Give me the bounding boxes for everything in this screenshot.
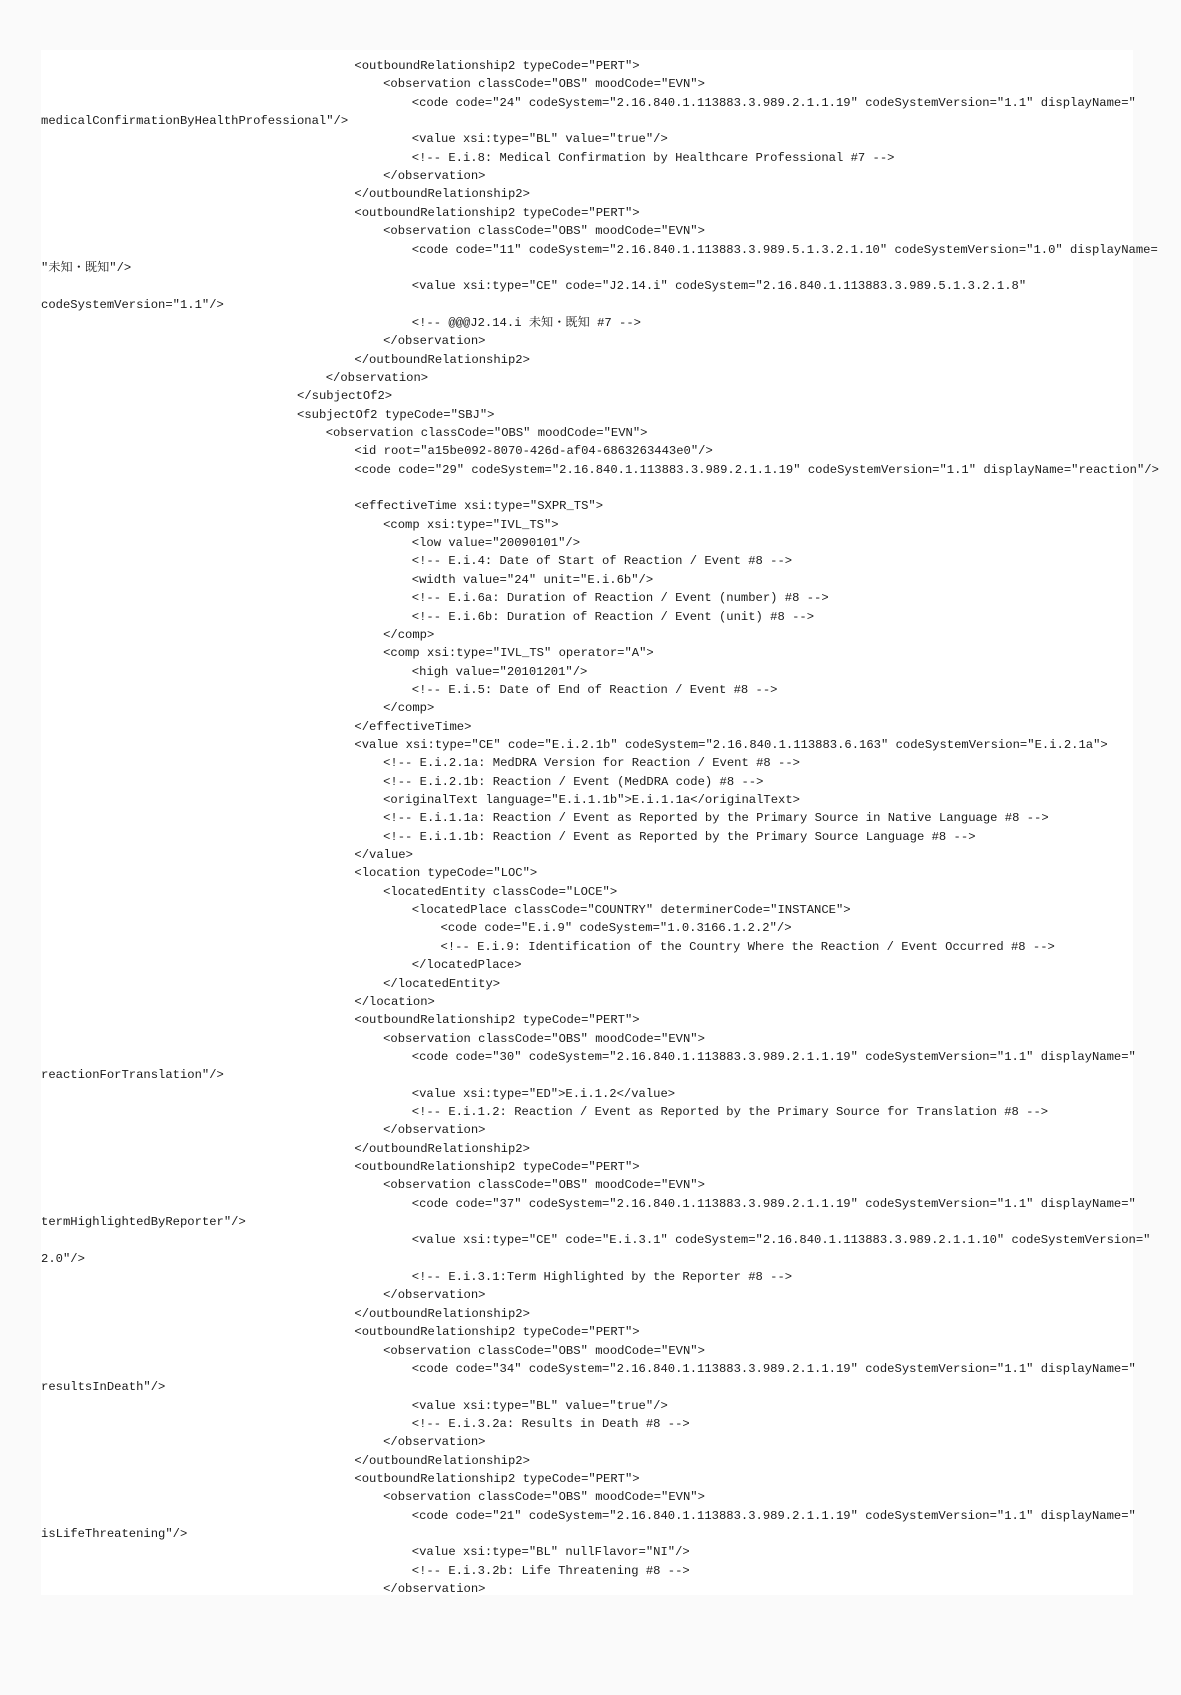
code-line: <!-- E.i.3.2a: Results in Death #8 --> [411, 1416, 690, 1431]
xml-code-listing [41, 50, 1159, 1597]
code-line: <value xsi:type="CE" code="J2.14.i" codeSystem="2.16.840.1.113883.3.989.5.1.3.2.1.8" [411, 279, 1027, 294]
code-line: <id root="a15be092-8070-426d-af04-6863263443e0"/> [354, 444, 713, 459]
code-line: <code code="29" codeSystem="2.16.840.1.113883.3.989.2.1.1.19" codeSystemVersion="1.1" displayName="reaction"/> [354, 462, 1159, 477]
code-line: </outboundRelationship2> [354, 187, 530, 202]
code-line: <code code="37" codeSystem="2.16.840.1.113883.3.989.2.1.1.19" codeSystemVersion="1.1" displayName=" [411, 1196, 1136, 1211]
code-line: <observation classCode="OBS" moodCode="EVN"> [383, 1031, 705, 1046]
code-line: <observation classCode="OBS" moodCode="EVN"> [383, 1343, 705, 1358]
code-line: <subjectOf2 typeCode="SBJ"> [297, 407, 495, 422]
code-line: </locatedEntity> [383, 976, 501, 991]
code-line-wrapped: resultsInDeath"/> [41, 1380, 166, 1395]
code-line: </observation> [383, 169, 486, 184]
code-line-wrapped: codeSystemVersion="1.1"/> [41, 297, 224, 312]
code-line: <observation classCode="OBS" moodCode="EVN"> [383, 224, 705, 239]
code-line: <high value="20101201"/> [411, 664, 588, 679]
code-line: <!-- E.i.6a: Duration of Reaction / Event (number) #8 --> [411, 591, 829, 606]
code-line: <comp xsi:type="IVL_TS" operator="A"> [383, 646, 654, 661]
code-line: <value xsi:type="BL" nullFlavor="NI"/> [411, 1545, 690, 1560]
code-line: </locatedPlace> [411, 958, 522, 973]
code-line: </comp> [383, 627, 435, 642]
code-line: <value xsi:type="ED">E.i.1.2</value> [411, 1086, 676, 1101]
code-line: <observation classCode="OBS" moodCode="EVN"> [325, 426, 648, 440]
code-line: <!-- E.i.2.1b: Reaction / Event (MedDRA code) #8 --> [383, 774, 764, 789]
code-line: </observation> [383, 334, 486, 349]
code-line: </outboundRelationship2> [354, 1141, 530, 1156]
code-line: <outboundRelationship2 typeCode="PERT"> [354, 59, 640, 73]
code-line: </observation> [383, 1123, 486, 1138]
code-line-wrapped: isLifeThreatening"/> [41, 1527, 188, 1541]
code-line: <!-- @@@J2.14.i 未知・既知 #7 --> [411, 315, 641, 330]
code-line: <outboundRelationship2 typeCode="PERT"> [354, 1471, 640, 1486]
code-line-wrapped: medicalConfirmationByHealthProfessional"/> [41, 114, 349, 129]
code-line: <effectiveTime xsi:type="SXPR_TS"> [354, 499, 604, 514]
code-line: <code code="24" codeSystem="2.16.840.1.113883.3.989.2.1.1.19" codeSystemVersion="1.1" displayName=" [411, 95, 1136, 110]
code-line-wrapped: termHighlightedByReporter"/> [41, 1215, 246, 1230]
code-line: <locatedPlace classCode="COUNTRY" determinerCode="INSTANCE"> [411, 903, 851, 918]
code-line: <observation classCode="OBS" moodCode="EVN"> [383, 1490, 705, 1505]
code-line-wrapped: 2.0"/> [41, 1251, 85, 1266]
code-line: <!-- E.i.1.2: Reaction / Event as Reported by the Primary Source for Translation #8 --> [411, 1104, 1049, 1119]
code-line: </effectiveTime> [354, 719, 472, 734]
code-line: <code code="E.i.9" codeSystem="1.0.3166.1.2.2"/> [440, 921, 792, 936]
code-line: <!-- E.i.3.1:Term Highlighted by the Reporter #8 --> [411, 1270, 793, 1285]
code-line: </location> [354, 994, 435, 1009]
code-line: <outboundRelationship2 typeCode="PERT"> [354, 205, 640, 220]
code-line: <location typeCode="LOC"> [354, 866, 538, 881]
code-line: <!-- E.i.3.2b: Life Threatening #8 --> [411, 1563, 690, 1578]
code-line: </outboundRelationship2> [354, 1306, 530, 1321]
code-line: <outboundRelationship2 typeCode="PERT"> [354, 1325, 640, 1340]
code-line: <value xsi:type="CE" code="E.i.2.1b" codeSystem="2.16.840.1.113883.6.163" codeSystemVersion="E.i.2.1a"> [354, 737, 1108, 752]
code-line: <width value="24" unit="E.i.6b"/> [411, 572, 654, 587]
code-line: <!-- E.i.1.1b: Reaction / Event as Reported by the Primary Source Language #8 --> [383, 829, 976, 844]
code-line: <comp xsi:type="IVL_TS"> [383, 517, 559, 532]
code-line: </outboundRelationship2> [354, 1453, 530, 1468]
code-line: <code code="34" codeSystem="2.16.840.1.113883.3.989.2.1.1.19" codeSystemVersion="1.1" displayName=" [411, 1361, 1136, 1376]
code-line: </observation> [383, 1582, 486, 1597]
code-line: <outboundRelationship2 typeCode="PERT"> [354, 1160, 640, 1174]
code-line: <observation classCode="OBS" moodCode="EVN"> [383, 77, 705, 92]
code-line: </observation> [383, 1435, 486, 1450]
code-line: <locatedEntity classCode="LOCE"> [383, 884, 618, 899]
code-line: <code code="21" codeSystem="2.16.840.1.113883.3.989.2.1.1.19" codeSystemVersion="1.1" displayName=" [411, 1508, 1136, 1523]
code-line: <!-- E.i.6b: Duration of Reaction / Event (unit) #8 --> [411, 609, 815, 624]
code-line: <!-- E.i.1.1a: Reaction / Event as Reported by the Primary Source in Native Language #8 --> [383, 811, 1049, 826]
code-line: <low value="20090101"/> [411, 536, 581, 551]
code-line: </subjectOf2> [297, 389, 393, 404]
code-line: </value> [354, 848, 413, 863]
code-line: <!-- E.i.4: Date of Start of Reaction / Event #8 --> [411, 554, 793, 569]
code-line: <!-- E.i.9: Identification of the Country Where the Reaction / Event Occurred #8 --> [440, 939, 1055, 954]
code-line: <originalText language="E.i.1.1b">E.i.1.1a</originalText> [383, 793, 800, 807]
code-line: <observation classCode="OBS" moodCode="EVN"> [383, 1178, 705, 1193]
code-line: <value xsi:type="BL" value="true"/> [411, 1398, 668, 1413]
code-line-wrapped: "未知・既知"/> [41, 260, 132, 275]
code-line: <code code="11" codeSystem="2.16.840.1.113883.3.989.5.1.3.2.1.10" codeSystemVersion="1.0" displayName= [411, 242, 1158, 257]
code-line: <value xsi:type="CE" code="E.i.3.1" codeSystem="2.16.840.1.113883.3.989.2.1.1.10" codeSystemVersion=" [411, 1233, 1151, 1248]
code-line: <code code="30" codeSystem="2.16.840.1.113883.3.989.2.1.1.19" codeSystemVersion="1.1" displayName=" [411, 1049, 1136, 1064]
code-line: <value xsi:type="BL" value="true"/> [411, 132, 668, 147]
code-line: </observation> [325, 370, 429, 385]
code-line: </observation> [383, 1288, 486, 1303]
code-line: </outboundRelationship2> [354, 352, 530, 367]
code-line: <outboundRelationship2 typeCode="PERT"> [354, 1013, 640, 1028]
code-line: </comp> [383, 701, 435, 716]
code-line: <!-- E.i.2.1a: MedDRA Version for Reaction / Event #8 --> [383, 756, 800, 771]
code-line: <!-- E.i.8: Medical Confirmation by Healthcare Professional #7 --> [411, 150, 895, 165]
code-line: <!-- E.i.5: Date of End of Reaction / Event #8 --> [411, 682, 778, 697]
code-line-wrapped: reactionForTranslation"/> [41, 1068, 224, 1083]
